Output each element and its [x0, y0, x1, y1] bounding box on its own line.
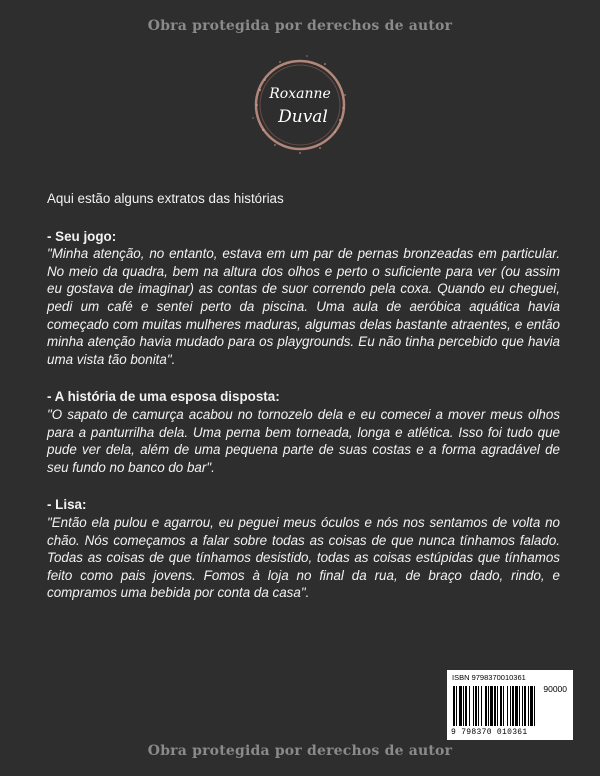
excerpt-quote: "O sapato de camurça acabou no tornozelo dela e eu comecei a mover meus olhos para a panturrilha dela. Uma perna bem torneada, longa e atlética. Isso foi tudo que pude ver dela, além de uma pequena parte de suas costas e a forma agradável de seu fundo no banco do bar". [47, 406, 560, 475]
barcode-bar [530, 686, 533, 726]
excerpt-section [47, 228, 560, 369]
barcode-bar [475, 686, 477, 726]
barcode-bar [456, 686, 457, 726]
barcode-bar [519, 686, 520, 726]
barcode-bar [473, 686, 474, 726]
barcode-bar [524, 686, 526, 726]
excerpt-quote: "Minha atenção, no entanto, estava em um par de pernas bronzeadas em particular. No meio da quadra, bem na altura dos olhos e perto o suficiente para ver (ou assim eu gostava de imaginar) as contas de suor correndo pela coxa. Quando eu cheguei, pedi um café e sentei perto da piscina. Uma aula de aeróbica aquática havia começado com muitas mulheres maduras, algumas delas bastante atraentes, e então minha atenção havia mudado para os playgrounds. Eu não tinha percebido que havia uma vista tão bonita". [47, 246, 560, 367]
barcode-bar [528, 686, 529, 726]
excerpt-quote: "Então ela pulou e agarrou, eu peguei meus óculos e nós nos sentamos de volta no chão. Nós começamos a falar sobre todas as coisas de que nunca tínhamos falado. Todas as coisas de que tínhamos desistido, todas as coisas estúpidas que tínhamos feito como pais jovens. Fomos à loja no final da rua, de braço dado, rindo, e compramos uma bebida por conta da casa". [47, 514, 560, 601]
barcode-bar [465, 686, 467, 726]
barcode-bar [463, 686, 464, 726]
barcode-bar [503, 686, 504, 726]
barcode-bar [507, 686, 508, 726]
barcode-bar [478, 686, 479, 726]
excerpt-title: - A história de uma esposa disposta: [47, 389, 280, 405]
barcode-bar [494, 686, 496, 726]
barcode-bar [497, 686, 498, 726]
barcode-bar [500, 686, 502, 726]
isbn-barcode [447, 670, 573, 740]
barcode-bar [534, 686, 535, 726]
barcode-bar [488, 686, 489, 726]
barcode-bar [515, 686, 518, 726]
barcode-bar [459, 686, 462, 726]
price-code: 90000 [543, 684, 567, 694]
copyright-watermark-bottom: Obra protegida por derechos de autor [147, 743, 453, 759]
logo-name-last: Duval [278, 107, 328, 127]
barcode-digits: 9 798370 010361 [451, 728, 528, 737]
barcode-bar [510, 686, 511, 726]
barcode-bar [485, 686, 487, 726]
barcode-bar [512, 686, 514, 726]
barcode-bar [469, 686, 470, 726]
barcode-bar [490, 686, 493, 726]
barcode-bar [453, 686, 455, 726]
barcode-bars [451, 686, 569, 728]
excerpt-title: - Lisa: [47, 497, 87, 513]
excerpt-title: - Seu jogo: [47, 228, 117, 244]
barcode-bar [522, 686, 523, 726]
excerpts-content [47, 190, 560, 622]
barcode-bar [481, 686, 482, 726]
intro-text: Aqui estão alguns extratos das histórias [47, 191, 284, 206]
excerpt-section [47, 388, 560, 476]
isbn-label: ISBN 9798370010361 [452, 673, 526, 682]
logo-name-first: Roxanne [269, 86, 331, 102]
excerpt-section [47, 496, 560, 602]
author-logo [245, 50, 355, 160]
copyright-watermark-top: Obra protegida por derechos de autor [147, 18, 453, 34]
